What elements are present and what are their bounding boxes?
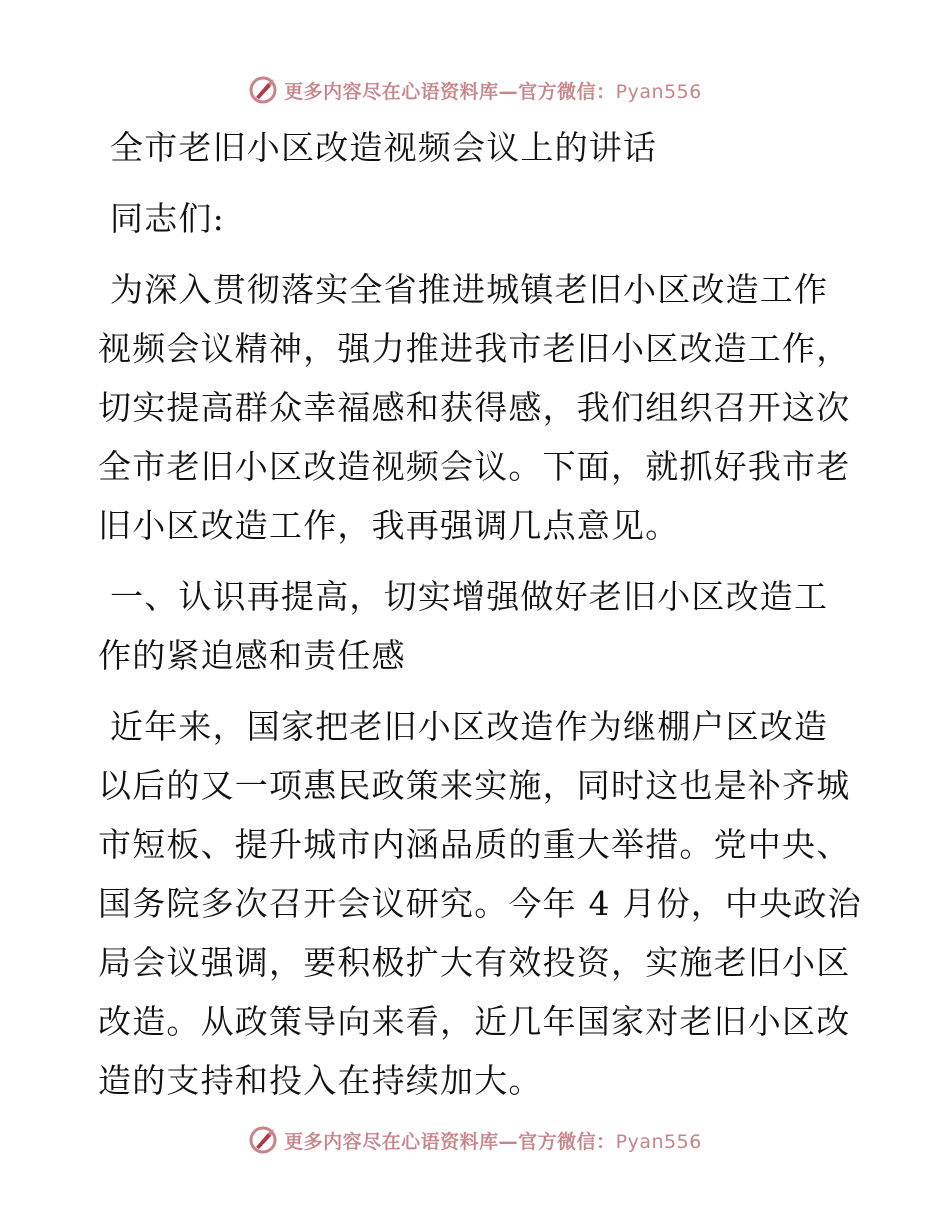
quill-logo-icon [248, 75, 278, 105]
heading-line: 作的紧迫感和责任感 [98, 636, 406, 675]
paragraph-line: 改造。从政策导向来看，近几年国家对老旧小区改 [98, 1002, 851, 1041]
section-heading-1 [98, 567, 858, 685]
document-title: 全市老旧小区改造视频会议上的讲话 [110, 128, 658, 167]
paragraph-line: 视频会议精神，强力推进我市老旧小区改造工作， [98, 329, 851, 368]
paragraph-intro [98, 260, 858, 555]
paragraph-line: 为深入贯彻落实全省推进城镇老旧小区改造工作 [110, 270, 829, 309]
paragraph-line: 旧小区改造工作，我再强调几点意见。 [98, 506, 680, 545]
salutation: 同志们: [110, 199, 225, 238]
paragraph-line: 全市老旧小区改造视频会议。下面，就抓好我市老 [98, 447, 851, 486]
watermark-wechat-id: Pyan556 [615, 1130, 702, 1153]
paragraph-line: 市短板、提升城市内涵品质的重大举措。党中央、 [98, 825, 851, 864]
watermark-wechat-id: Pyan556 [615, 80, 702, 103]
watermark-text: 更多内容尽在心语资料库—官方微信：Pyan556 [284, 1130, 702, 1153]
paragraph-line: 近年来，国家把老旧小区改造作为继棚户区改造 [110, 707, 829, 746]
watermark-header [0, 70, 950, 110]
paragraph-line: 造的支持和投入在持续加大。 [98, 1061, 543, 1100]
watermark-text: 更多内容尽在心语资料库—官方微信：Pyan556 [284, 80, 702, 103]
heading-line: 一、认识再提高，切实增强做好老旧小区改造工 [110, 577, 829, 616]
paragraph-line: 切实提高群众幸福感和获得感，我们组织召开这次 [98, 388, 851, 427]
paragraph-policy [98, 697, 862, 1110]
paragraph-line: 国务院多次召开会议研究。今年 4 月份，中央政治 [98, 884, 862, 923]
quill-logo-icon [248, 1125, 278, 1155]
paragraph-line: 局会议强调，要积极扩大有效投资，实施老旧小区 [98, 943, 851, 982]
watermark-footer [0, 1120, 950, 1160]
document-body [98, 118, 862, 1110]
paragraph-line: 以后的又一项惠民政策来实施，同时这也是补齐城 [98, 766, 851, 805]
